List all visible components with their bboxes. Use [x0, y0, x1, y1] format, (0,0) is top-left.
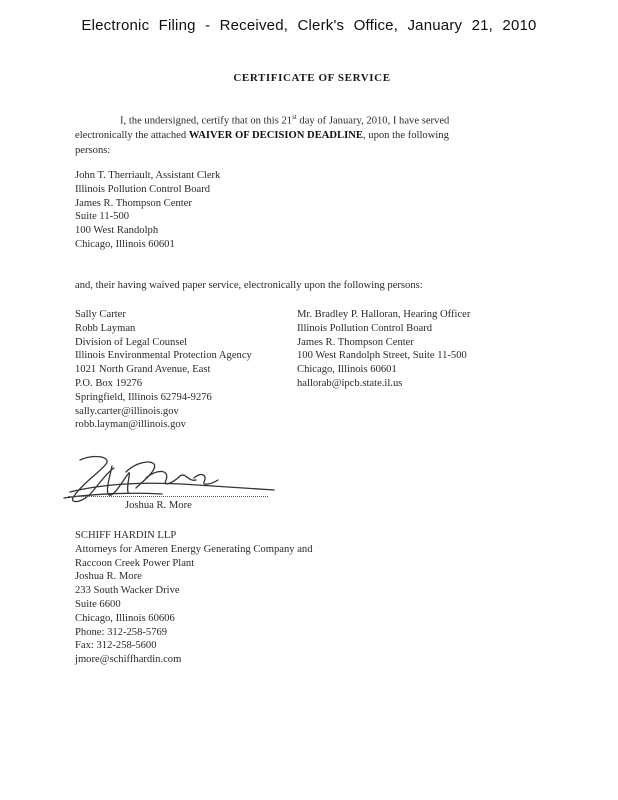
- document-name-bold: WAIVER OF DECISION DEADLINE: [188, 130, 363, 142]
- recipient-line: Chicago, Illinois 60601: [297, 364, 397, 376]
- intro-superscript: st: [292, 113, 297, 121]
- right-recipients-block: [297, 308, 470, 391]
- firm-email: jmore@schiffhardin.com: [75, 654, 182, 666]
- intro-text-d: , upon the following: [362, 130, 449, 142]
- recipient-line: 1021 North Grand Avenue, East: [75, 364, 211, 376]
- recipient-line: Springfield, Illinois 62794-9276: [75, 391, 212, 403]
- signer-name: Joshua R. More: [125, 500, 192, 511]
- recipient-line: Mr. Bradley P. Halloran, Hearing Officer: [297, 309, 471, 320]
- firm-line: Raccoon Creek Power Plant: [75, 557, 195, 569]
- firm-line: Joshua R. More: [75, 571, 142, 583]
- intro-text-e: persons:: [75, 144, 111, 156]
- recipient-email: sally.carter@illinois.gov: [75, 405, 179, 417]
- recipient-email: robb.layman@illinois.gov: [75, 419, 186, 431]
- firm-line: Chicago, Illinois 60606: [75, 612, 175, 624]
- firm-line: Attorneys for Ameren Energy Generating Company and: [75, 543, 313, 555]
- address-line: 100 West Randolph: [75, 225, 159, 237]
- left-recipients-block: [75, 308, 252, 432]
- firm-phone: Phone: 312-258-5769: [75, 626, 168, 638]
- recipient-line: P.O. Box 19276: [75, 377, 143, 389]
- firm-line: Suite 6600: [75, 598, 121, 610]
- firm-line: 233 South Wacker Drive: [75, 585, 180, 597]
- recipient-email: hallorab@ipcb.state.il.us: [297, 377, 403, 389]
- recipient-line: Robb Layman: [75, 322, 136, 334]
- address-line: Chicago, Illinois 60601: [75, 238, 175, 250]
- recipient-line: Illinois Environmental Protection Agency: [75, 350, 252, 362]
- recipient-line: Division of Legal Counsel: [75, 336, 188, 348]
- firm-line: SCHIFF HARDIN LLP: [75, 530, 177, 541]
- recipient-line: Sally Carter: [75, 309, 126, 320]
- board-address-block: [75, 169, 220, 252]
- address-line: Illinois Pollution Control Board: [75, 183, 211, 195]
- recipient-line: 100 West Randolph Street, Suite 11-500: [297, 350, 467, 362]
- intro-text-a: I, the undersigned, certify that on this 21: [120, 115, 293, 127]
- recipient-line: Illinois Pollution Control Board: [297, 322, 433, 334]
- intro-paragraph: [75, 110, 523, 158]
- firm-fax: Fax: 312-258-5600: [75, 640, 157, 652]
- intro-text-b: day of January, 2010, I have served: [296, 115, 450, 127]
- address-line: Suite 11-500: [75, 211, 130, 223]
- address-line: James R. Thompson Center: [75, 197, 192, 209]
- intro-text-c: electronically the attached: [75, 130, 189, 142]
- service-statement: and, their having waived paper service, electronically upon the following persons:: [75, 280, 423, 291]
- address-line: John T. Therriault, Assistant Clerk: [75, 170, 221, 181]
- signature-line: [68, 496, 268, 497]
- firm-contact-block: [75, 529, 313, 667]
- recipient-line: James R. Thompson Center: [297, 336, 414, 348]
- document-title: CERTIFICATE OF SERVICE: [233, 72, 391, 84]
- filing-stamp-header: Electronic Filing - Received, Clerk's Office, January 21, 2010: [81, 17, 537, 34]
